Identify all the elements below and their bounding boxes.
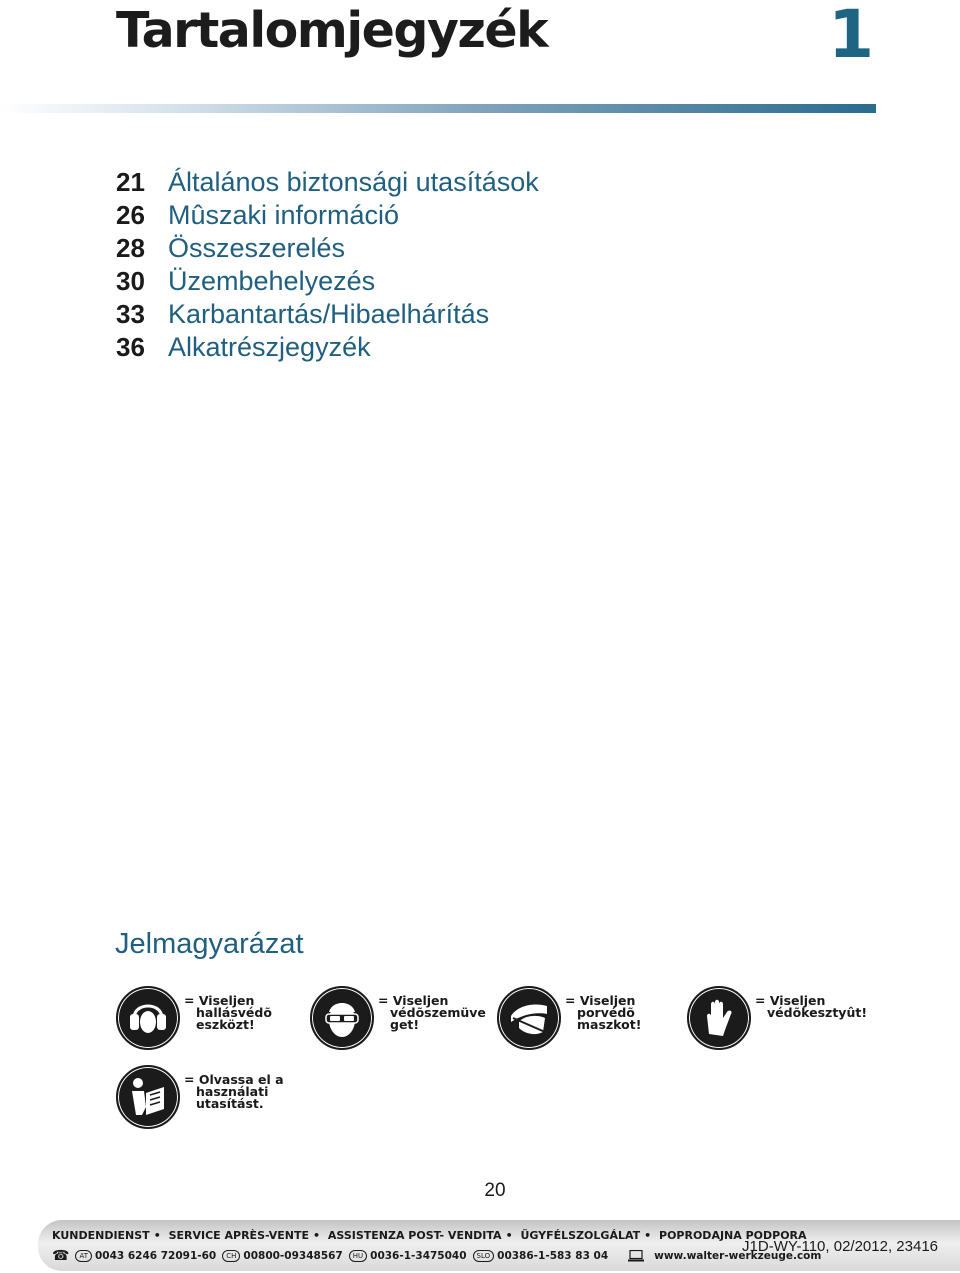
- legend-label-line3: get!: [390, 1017, 420, 1032]
- toc-page-number: 28: [116, 233, 145, 263]
- toc-entry[interactable]: [116, 232, 539, 265]
- toc-page-number: 36: [116, 332, 145, 362]
- legend-item-read-manual: [116, 1065, 284, 1129]
- toc-entry-title: Összeszerelés: [168, 233, 346, 263]
- legend-label-line1: = Viseljen: [755, 993, 826, 1008]
- legend-label-line3: utasítást.: [196, 1096, 264, 1111]
- computer-icon: [628, 1250, 644, 1262]
- legend-item-dust-mask: [497, 986, 641, 1050]
- toc-entry-title: Üzembehelyezés: [168, 266, 376, 296]
- page-title: Tartalomjegyzék: [116, 2, 548, 59]
- page-number: 20: [484, 1180, 506, 1201]
- country-badge: HU: [349, 1250, 367, 1262]
- service-languages: KUNDENDIENST • SERVICE APRÈS-VENTE • ASSISTENZA POST- VENDITA • ÜGYFÉLSZOLGÁLAT • POPRODAJNA PODPORA: [52, 1229, 807, 1242]
- read-manual-icon: [116, 1065, 180, 1129]
- toc-page-number: 30: [116, 266, 145, 296]
- legend-label-line2: védõszemüve: [390, 1005, 486, 1020]
- telephone-icon: ☎: [52, 1248, 70, 1264]
- legend-label-line1: = Viseljen: [565, 993, 636, 1008]
- country-badge: AT: [75, 1250, 92, 1262]
- service-phones: [52, 1248, 821, 1264]
- legend-label-line2: használati: [196, 1084, 269, 1099]
- legend-label-line2: védõkesztyût!: [767, 1005, 868, 1020]
- safety-goggles-icon: [310, 986, 374, 1050]
- title-divider: [0, 104, 876, 113]
- country-badge: SLO: [473, 1250, 495, 1262]
- legend-label-line1: = Viseljen: [378, 993, 449, 1008]
- legend-label-line3: maszkot!: [577, 1017, 642, 1032]
- toc-entry[interactable]: [116, 265, 539, 298]
- service-label: KUNDENDIENST: [52, 1229, 150, 1242]
- toc-page-number: 26: [116, 200, 145, 230]
- legend-label-line3: eszközt!: [196, 1017, 255, 1032]
- legend-item-gloves: [687, 986, 867, 1050]
- toc-entry[interactable]: [116, 166, 539, 199]
- toc-entry-title: Karbantartás/Hibaelhárítás: [168, 299, 490, 329]
- legend-label-line2: porvédõ: [577, 1005, 635, 1020]
- protective-gloves-icon: [687, 986, 751, 1050]
- service-footer: [38, 1220, 960, 1271]
- service-label: ÜGYFÉLSZOLGÁLAT: [520, 1229, 641, 1242]
- phone-number[interactable]: 0043 6246 72091-60: [94, 1250, 217, 1262]
- toc-entry-title: Általános biztonsági utasítások: [168, 167, 539, 197]
- service-label: SERVICE APRÈS-VENTE: [168, 1229, 310, 1242]
- phone-number[interactable]: 0036-1-3475040: [370, 1250, 467, 1262]
- table-of-contents: [116, 166, 539, 364]
- legend-label-line2: hallásvédõ: [196, 1005, 272, 1020]
- chapter-number: 1: [828, 0, 874, 73]
- toc-page-number: 21: [116, 167, 145, 197]
- phone-number[interactable]: 00800-09348567: [243, 1250, 343, 1262]
- document-code: J1D-WY-110, 02/2012, 23416: [742, 1238, 938, 1255]
- service-label: ASSISTENZA POST- VENDITA: [327, 1229, 502, 1242]
- ear-protection-icon: [116, 986, 180, 1050]
- website-link[interactable]: www.walter-werkzeuge.com: [654, 1250, 822, 1262]
- toc-entry-title: Mûszaki információ: [168, 200, 400, 230]
- toc-entry[interactable]: [116, 199, 539, 232]
- dust-mask-icon: [497, 986, 561, 1050]
- legend-title: Jelmagyarázat: [115, 928, 304, 960]
- toc-entry-title: Alkatrészjegyzék: [168, 332, 371, 362]
- legend-label-line1: = Olvassa el a: [184, 1072, 284, 1087]
- toc-entry[interactable]: [116, 298, 539, 331]
- legend-item-goggles: [310, 986, 486, 1050]
- service-label: POPRODAJNA PODPORA: [659, 1229, 807, 1242]
- toc-entry[interactable]: [116, 331, 539, 364]
- phone-number[interactable]: 00386-1-583 83 04: [497, 1250, 609, 1262]
- legend-label-line1: = Viseljen: [184, 993, 255, 1008]
- toc-page-number: 33: [116, 299, 145, 329]
- country-badge: CH: [222, 1250, 240, 1262]
- legend-item-ear-protection: [116, 986, 272, 1050]
